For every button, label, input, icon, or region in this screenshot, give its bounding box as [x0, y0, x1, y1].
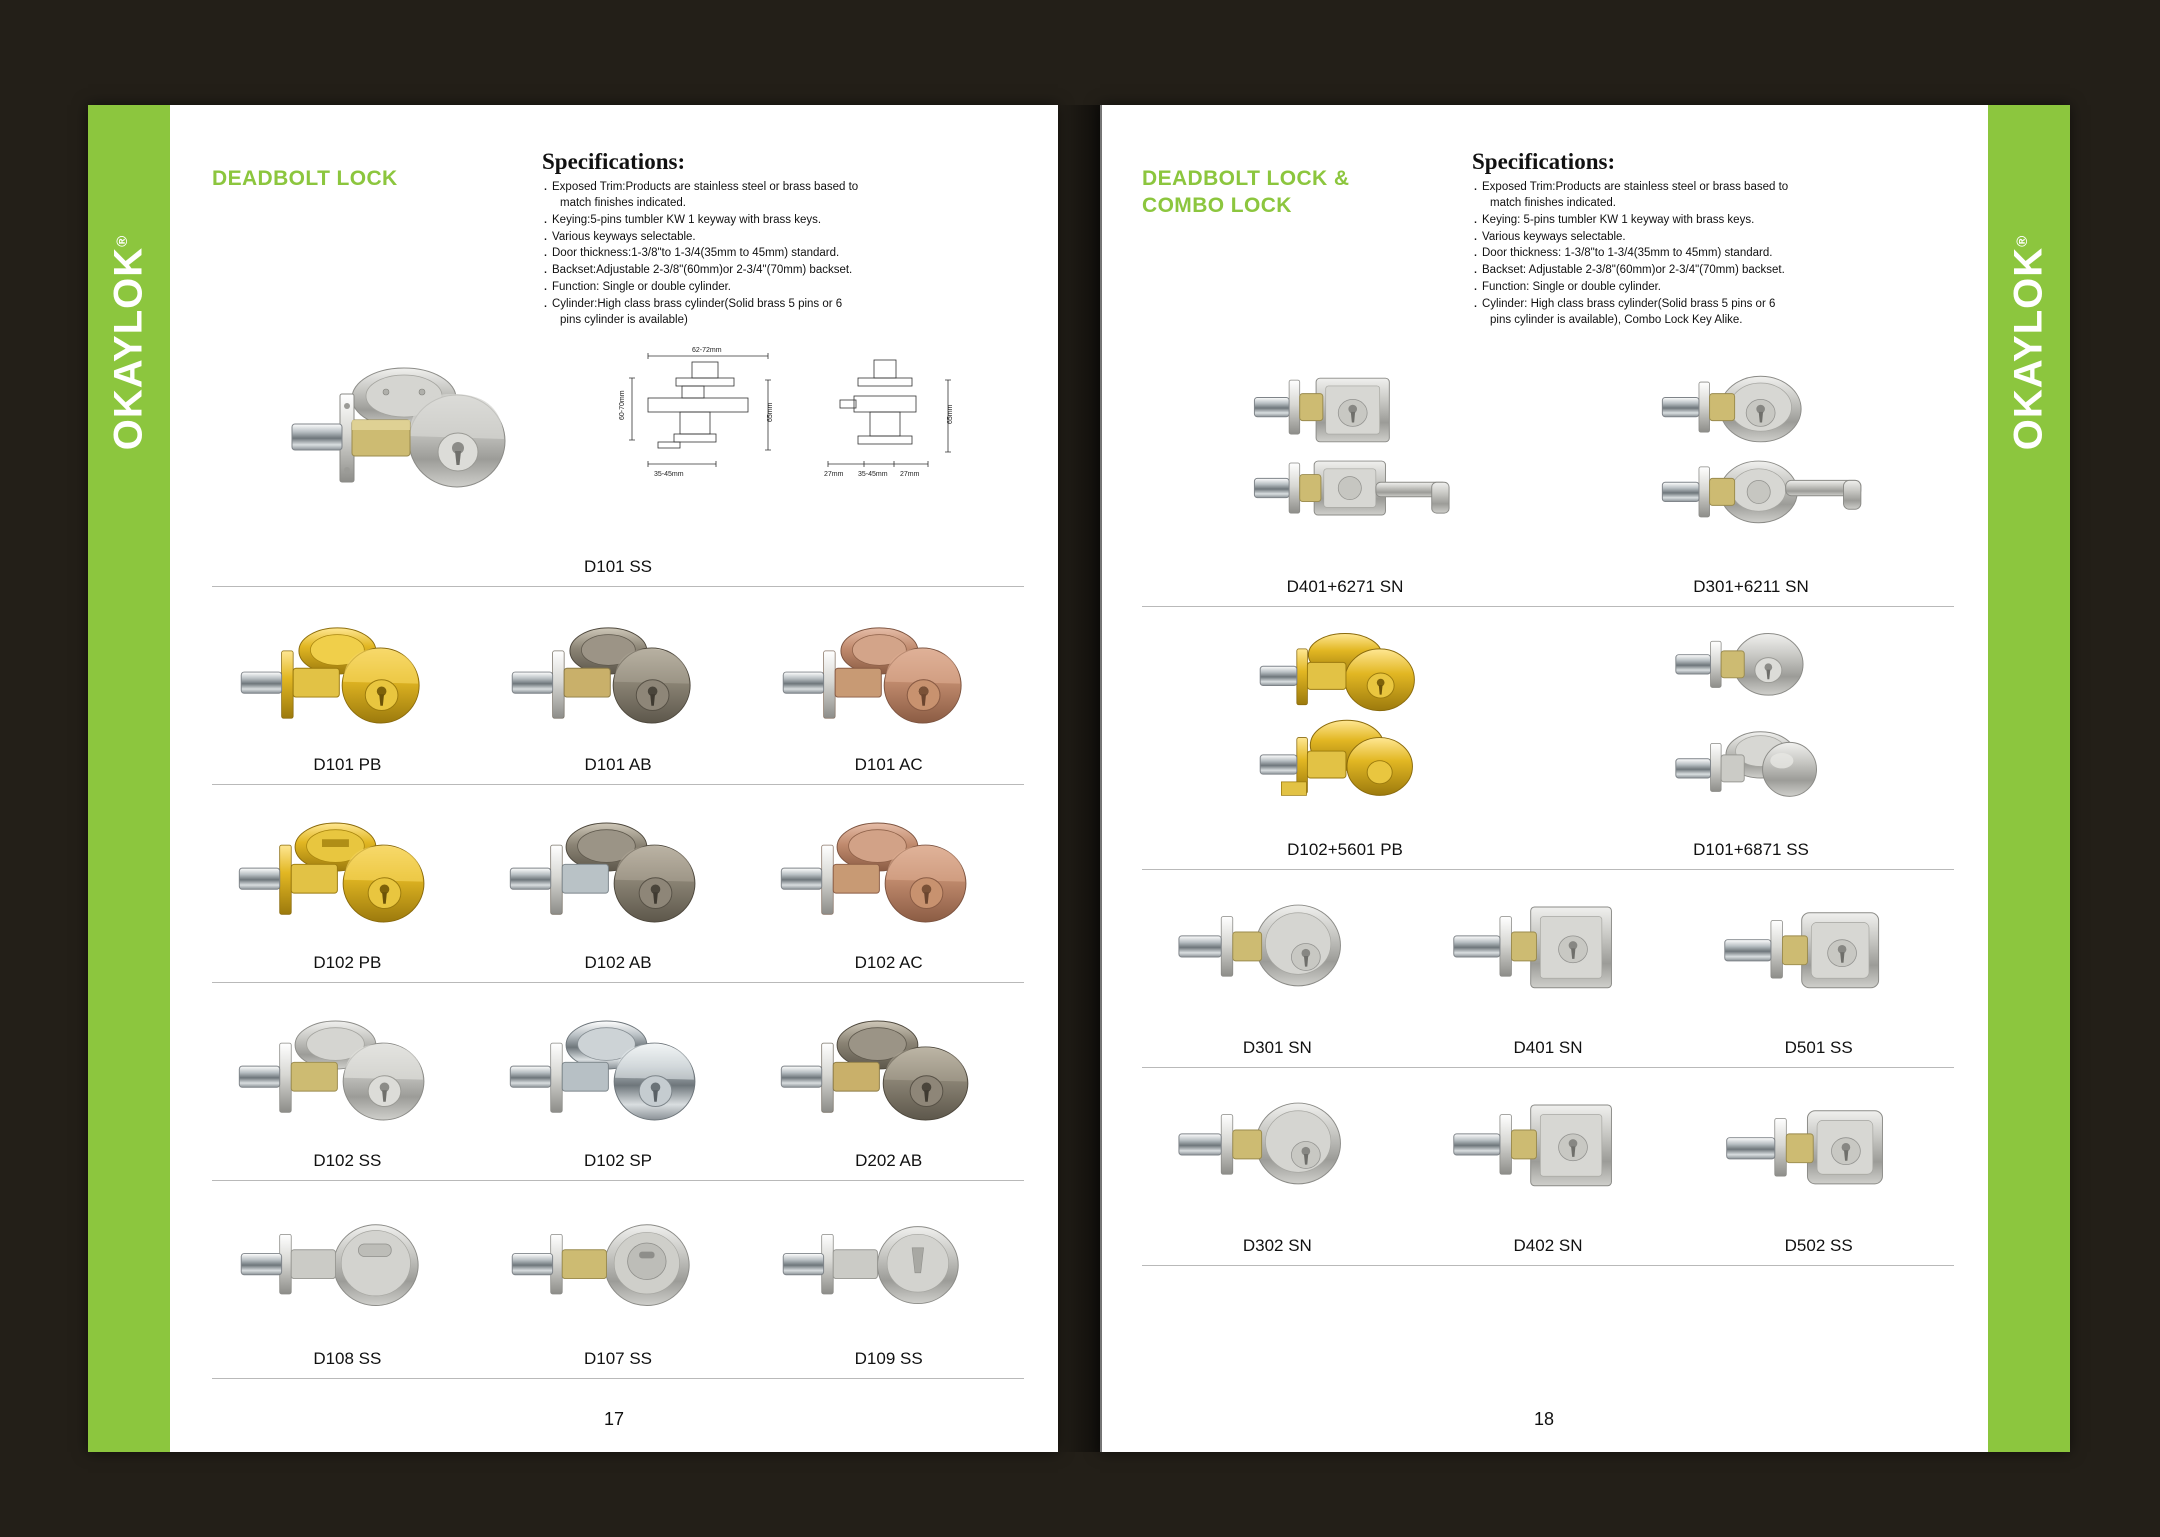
page-18-specifications [1472, 149, 1954, 330]
product-row [1142, 607, 1954, 860]
page-18-content [1142, 149, 1954, 1452]
product-caption: D109 SS [854, 1348, 923, 1368]
product-caption: D101 AB [584, 754, 652, 774]
product-caption: D107 SS [583, 1348, 653, 1368]
product-image-d301-6211-sn [1548, 356, 1954, 571]
product-image-d501-ss [1683, 882, 1954, 1032]
product-cell[interactable] [753, 599, 1024, 775]
dim-left-label: 60-70mm [619, 390, 626, 420]
product-cell[interactable] [483, 599, 754, 775]
page-18-section-title [1142, 149, 1472, 220]
brand-name-left: OKAYLOK [106, 246, 151, 451]
product-row [212, 785, 1024, 973]
product-caption-hero: D101 SS [583, 556, 653, 576]
product-image-d101-pb [212, 599, 483, 749]
product-cell[interactable] [1548, 619, 1954, 860]
spec-title-colon-18: : [1607, 149, 1616, 174]
brand-logo-right [2007, 235, 2052, 450]
brand-sidebar-right [1988, 105, 2070, 1452]
product-image-d302-sn [1142, 1080, 1413, 1230]
product-caption: D102+5601 PB [1287, 839, 1403, 859]
product-row [212, 587, 1024, 775]
row-divider [212, 1378, 1024, 1379]
spec-item: · Function: Single or double cylinder. [542, 280, 1024, 296]
page-17-section-title: DEADBOLT LOCK [212, 167, 398, 190]
page-17 [88, 105, 1058, 1452]
product-caption: D108 SS [313, 1348, 382, 1368]
product-image-d401-sn [1413, 882, 1684, 1032]
product-cell[interactable] [212, 797, 483, 973]
product-image-d102-sp [483, 995, 754, 1145]
dim-right-b-label: 65mm [947, 404, 954, 424]
product-row [212, 983, 1024, 1171]
page-17-body [170, 105, 1058, 1452]
product-caption: D101 PB [313, 754, 382, 774]
product-caption: D401+6271 SN [1286, 576, 1404, 596]
section-title-line-2: COMBO LOCK [1142, 194, 1292, 218]
product-image-d402-sn [1413, 1080, 1684, 1230]
spec-item: · Cylinder: High class brass cylinder(Solid brass 5 pins or 6 pins cylinder is available), Combo Lock Key Alike. [1472, 297, 1954, 329]
spec-title-colon-17: : [677, 149, 686, 174]
product-caption: D501 SS [1784, 1037, 1853, 1057]
hero-product-block [212, 336, 1024, 551]
spec-item: · Exposed Trim:Products are stainless steel or brass based to match finishes indicated. [1472, 180, 1954, 212]
dim-b2-label: 35-45mm [858, 470, 888, 478]
product-image-d108-ss [212, 1193, 483, 1343]
dim-top-label: 62-72mm [692, 346, 722, 354]
product-cell[interactable] [1548, 356, 1954, 597]
brand-registered-left: ® [114, 234, 132, 247]
spec-item: · Backset: Adjustable 2-3/8"(60mm)or 2-3/4"(70mm) backset. [1472, 263, 1954, 279]
product-row [1142, 1068, 1954, 1256]
product-cell[interactable] [1683, 882, 1954, 1058]
product-image-d101-ac [753, 599, 1024, 749]
product-image-d101-ab [483, 599, 754, 749]
brand-name-right: OKAYLOK [2006, 246, 2051, 451]
product-caption: D102 SP [583, 1150, 653, 1170]
brand-sidebar-left [88, 105, 170, 1452]
product-cell[interactable] [753, 995, 1024, 1171]
page-number-17: 17 [603, 1409, 625, 1429]
product-caption: D502 SS [1784, 1235, 1853, 1255]
product-cell[interactable] [1142, 356, 1548, 597]
product-caption: D102 AB [584, 952, 652, 972]
spec-list-18 [1472, 180, 1954, 329]
product-image-d102-ss [212, 995, 483, 1145]
spec-title-18 [1472, 149, 1954, 175]
product-caption: D202 AB [855, 1150, 923, 1170]
product-caption: D301 SN [1242, 1037, 1312, 1057]
page-18-body [1100, 105, 1988, 1452]
product-image-d401-6271-sn [1142, 356, 1548, 571]
product-image-d301-sn [1142, 882, 1413, 1032]
dim-b3-label: 27mm [900, 470, 920, 478]
row-divider [1142, 1265, 1954, 1266]
spec-item: · Various keyways selectable. [542, 230, 1024, 246]
spec-title-17 [542, 149, 1024, 175]
dim-bottom-left-label: 35-45mm [654, 470, 684, 478]
spec-item: · Cylinder:High class brass cylinder(Solid brass 5 pins or 6 pins cylinder is available) [542, 297, 1024, 329]
product-row [212, 1181, 1024, 1369]
product-cell[interactable] [753, 797, 1024, 973]
product-image-d101-6871-ss [1548, 619, 1954, 834]
dim-b1-label: 27mm [824, 470, 844, 478]
product-row [1142, 870, 1954, 1058]
product-cell[interactable] [483, 995, 754, 1171]
brand-logo-left [107, 235, 152, 450]
spec-item: · Backset:Adjustable 2-3/8"(60mm)or 2-3/4"(70mm) backset. [542, 263, 1024, 279]
page-17-content [212, 149, 1024, 1452]
product-caption: D301+6211 SN [1693, 576, 1809, 596]
product-caption: D402 SN [1513, 1235, 1583, 1255]
dimension-drawing [618, 340, 1018, 505]
product-image-d202-ab [753, 995, 1024, 1145]
product-cell[interactable] [483, 1193, 754, 1369]
product-caption: D102 AC [854, 952, 923, 972]
spec-list-17 [542, 180, 1024, 329]
product-caption: D102 SS [313, 1150, 382, 1170]
section-title-line-1: DEADBOLT LOCK & [1142, 167, 1350, 190]
page-number-18: 18 [1533, 1409, 1555, 1429]
product-image-d102-ab [483, 797, 754, 947]
product-caption: D302 SN [1242, 1235, 1312, 1255]
spec-item: · Door thickness:1-3/8"to 1-3/4(35mm to 45mm) standard. [542, 246, 1024, 262]
product-caption: D101+6871 SS [1693, 839, 1809, 859]
spec-item: · Function: Single or double cylinder. [1472, 280, 1954, 296]
product-caption: D102 PB [313, 952, 382, 972]
product-image-d109-ss [753, 1193, 1024, 1343]
product-cell[interactable] [753, 1193, 1024, 1369]
page-17-specifications [542, 149, 1024, 330]
product-cell[interactable] [1142, 619, 1548, 860]
brand-registered-right: ® [2014, 234, 2032, 247]
product-caption: D101 AC [854, 754, 923, 774]
product-caption: D401 SN [1513, 1037, 1583, 1057]
spec-title-text-18: Specifications [1472, 149, 1608, 174]
product-cell[interactable] [1142, 882, 1413, 1058]
product-image-d102-5601-pb [1142, 619, 1548, 834]
product-cell[interactable] [1142, 1080, 1413, 1256]
product-image-d101-ss [252, 336, 582, 526]
spec-item: · Various keyways selectable. [1472, 230, 1954, 246]
product-image-d102-ac [753, 797, 1024, 947]
spec-title-text-17: Specifications [542, 149, 678, 174]
product-row [1142, 330, 1954, 597]
page-17-header [212, 149, 1024, 330]
product-cell[interactable] [212, 1193, 483, 1369]
spread-gutter-shadow [1058, 105, 1102, 1452]
product-cell[interactable] [1683, 1080, 1954, 1256]
product-cell[interactable] [212, 995, 483, 1171]
spec-item: · Keying:5-pins tumbler KW 1 keyway with brass keys. [542, 213, 1024, 229]
page-18 [1100, 105, 2070, 1452]
dim-right-a-label: 65mm [767, 402, 774, 422]
spec-item: · Door thickness: 1-3/8"to 1-3/4(35mm to 45mm) standard. [1472, 246, 1954, 262]
product-cell[interactable] [1413, 882, 1684, 1058]
product-cell[interactable] [483, 797, 754, 973]
page-18-header [1142, 149, 1954, 330]
spec-item: · Exposed Trim:Products are stainless steel or brass based to match finishes indicated. [542, 180, 1024, 212]
product-image-d502-ss [1683, 1080, 1954, 1230]
product-image-d102-pb [212, 797, 483, 947]
product-image-d107-ss [483, 1193, 754, 1343]
product-cell[interactable] [1413, 1080, 1684, 1256]
spec-item: · Keying: 5-pins tumbler KW 1 keyway with brass keys. [1472, 213, 1954, 229]
product-cell[interactable] [212, 599, 483, 775]
